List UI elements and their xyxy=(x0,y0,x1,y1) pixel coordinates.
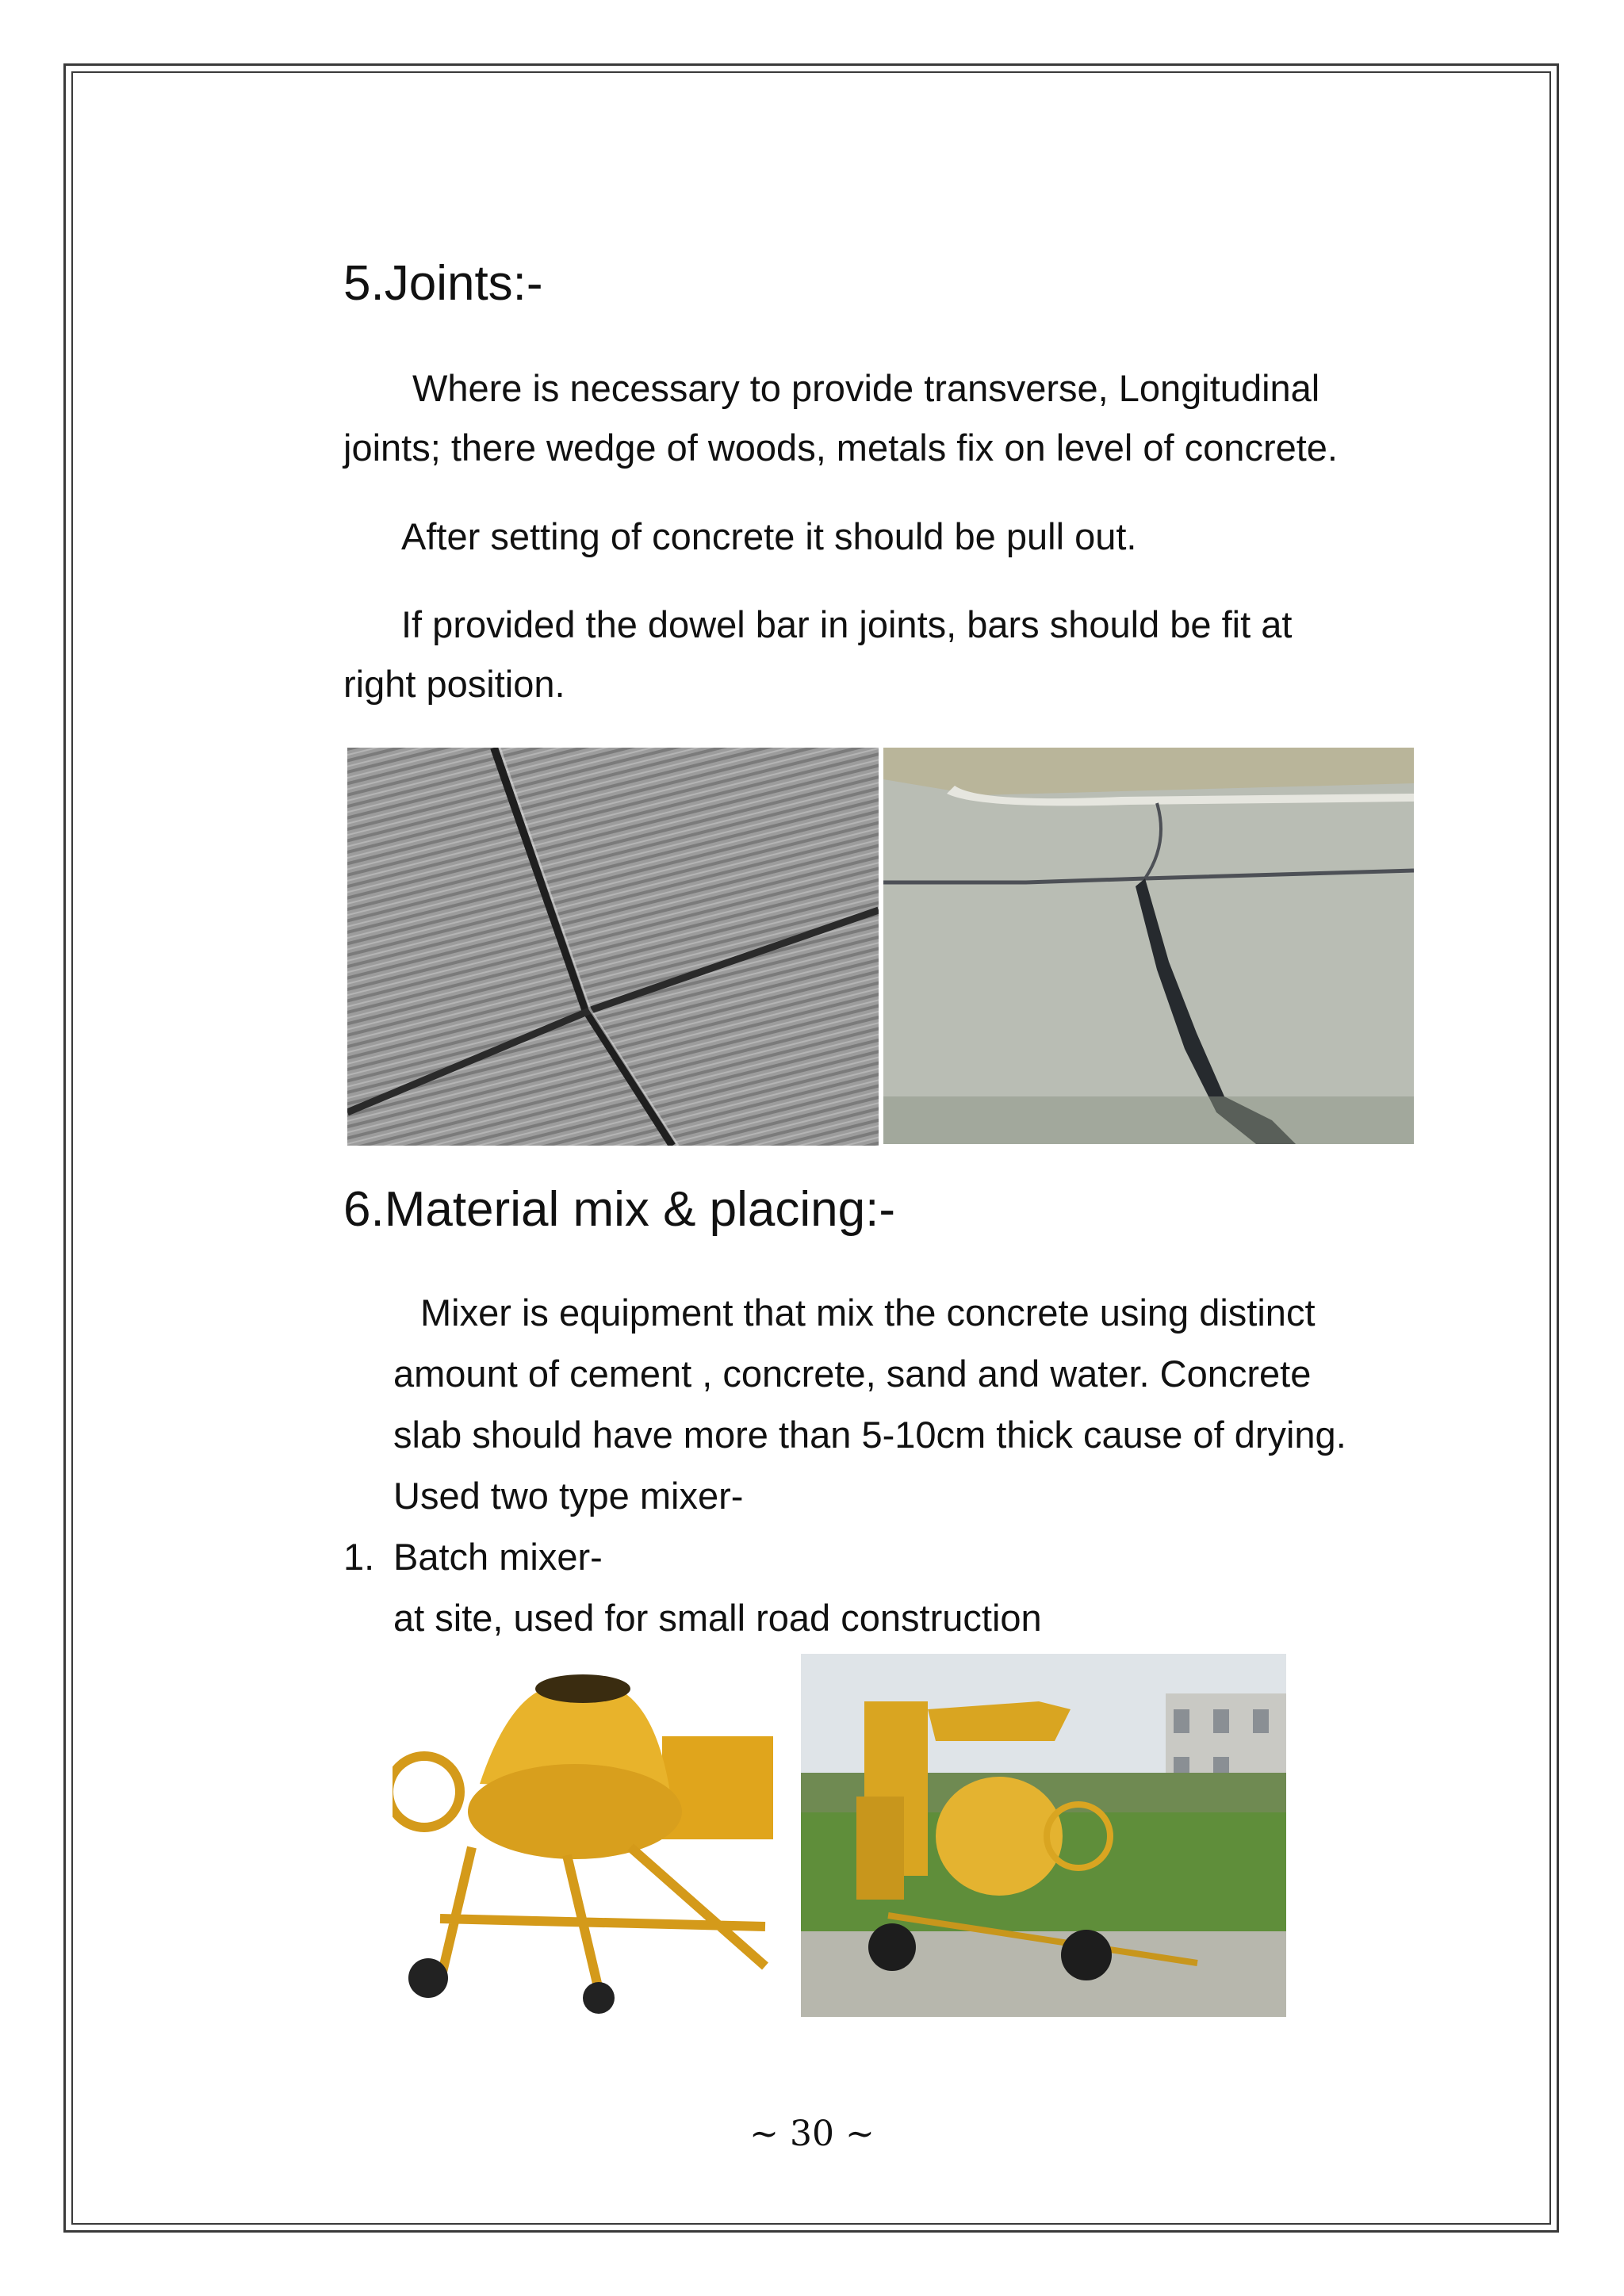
batch-mixer-image xyxy=(393,1665,785,2018)
page-number: ~ 30 ~ xyxy=(749,2114,875,2154)
mixer-paragraph-line-1: Mixer is equipment that mix the concrete using distinct xyxy=(420,1292,1316,1334)
mixer-paragraph-line-2: amount of cement , concrete, sand and water. Concrete xyxy=(393,1353,1312,1395)
joints-paragraph-2: After setting of concrete it should be pull out. xyxy=(401,515,1137,557)
concrete-joint-closeup-image xyxy=(347,748,879,1146)
mixer-paragraph-line-3: slab should have more than 5-10cm thick cause of drying. xyxy=(393,1414,1346,1456)
joints-paragraph-3-line-1: If provided the dowel bar in joints, bars should be fit at xyxy=(401,603,1293,645)
section-5-heading: 5.Joints:- xyxy=(343,256,543,311)
list-item-description: at site, used for small road construction xyxy=(393,1597,1042,1639)
mixer-on-site-image xyxy=(801,1654,1286,2017)
mixer-paragraph-line-4: Used two type mixer- xyxy=(393,1475,744,1517)
section-6-heading: 6.Material mix & placing:- xyxy=(343,1182,896,1237)
road-crack-joint-image xyxy=(883,748,1414,1144)
list-item-number: 1. xyxy=(343,1536,375,1578)
list-item-title: Batch mixer- xyxy=(393,1536,603,1578)
joints-paragraph-3-line-2: right position. xyxy=(343,663,565,705)
joints-paragraph-1-line-1: Where is necessary to provide transverse, Longitudinal xyxy=(412,367,1320,409)
joints-paragraph-1-line-2: joints; there wedge of woods, metals fix on level of concrete. xyxy=(343,427,1338,469)
